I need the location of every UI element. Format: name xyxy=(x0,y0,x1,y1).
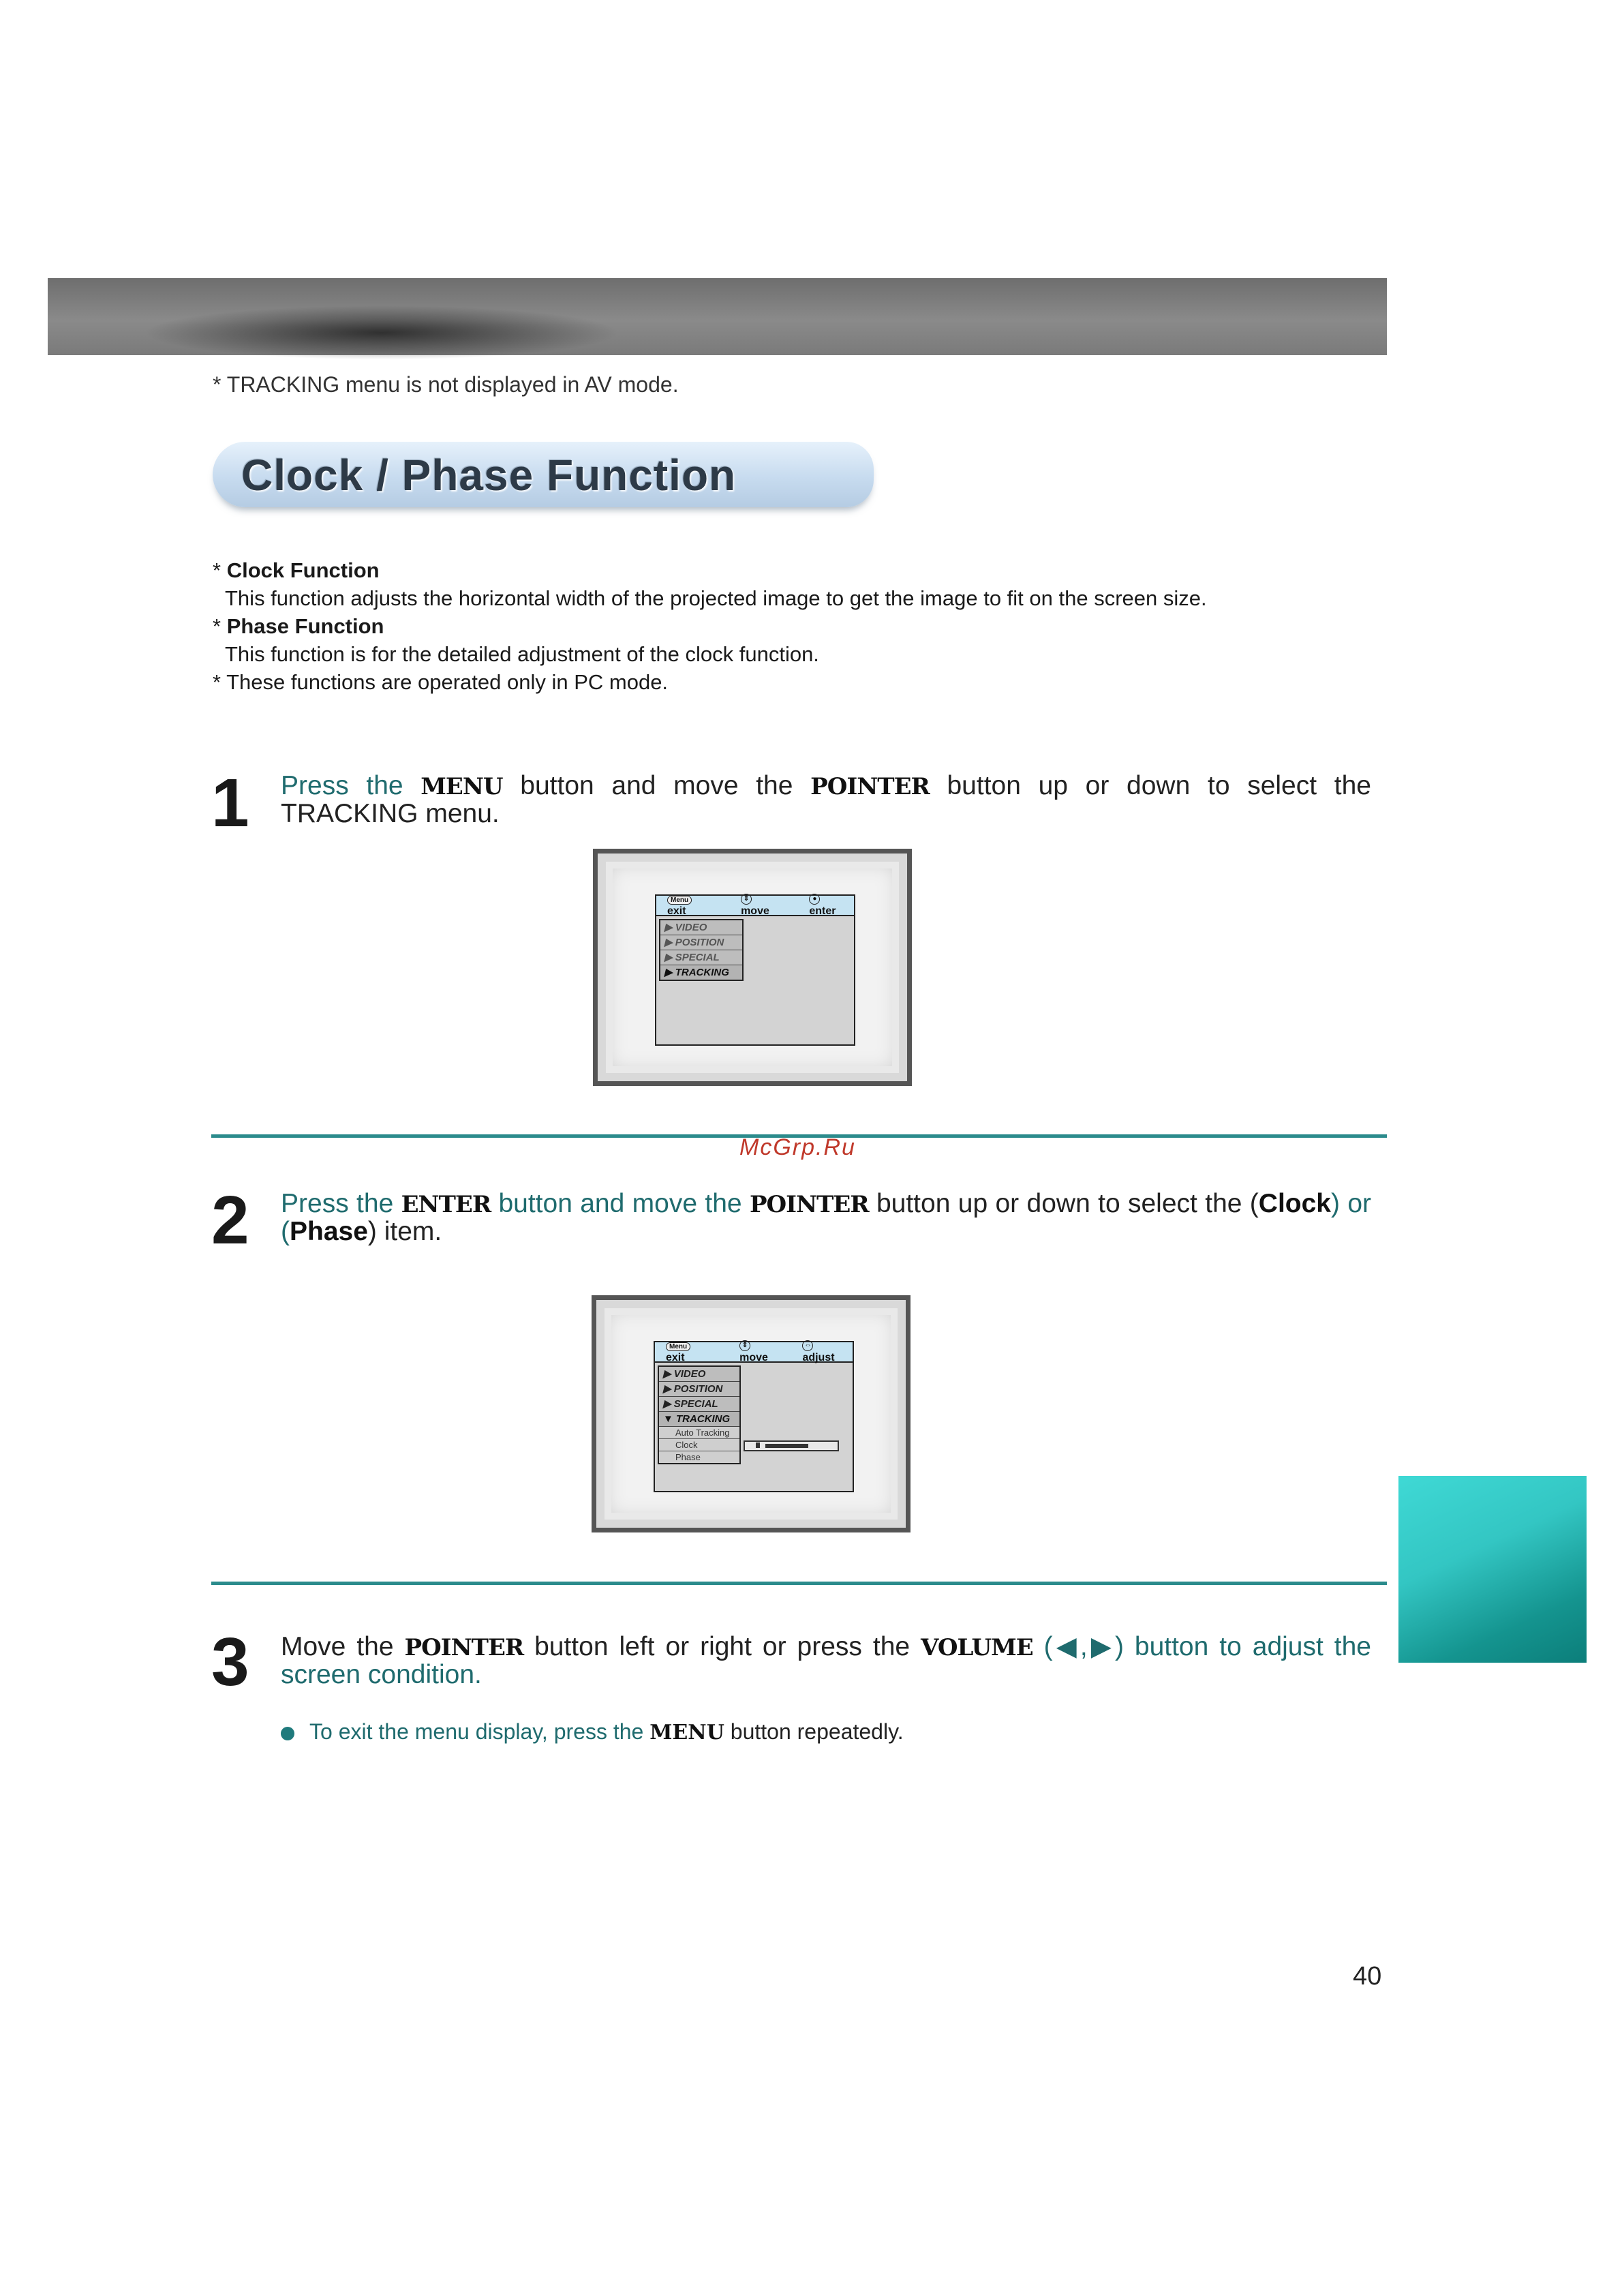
slider-knob xyxy=(756,1442,760,1448)
osd-sub-clock: Clock xyxy=(659,1439,739,1451)
osd-screen-2 xyxy=(592,1295,911,1532)
osd-help-bar-1: Menuexit ⇕move ●enter xyxy=(656,896,854,916)
step-1-text: Press the MENU button and move the POINTER button up or down to select the TRACKING menu. xyxy=(281,771,1371,828)
osd-item-special: ▶ SPECIAL xyxy=(660,950,742,965)
clock-function-text: This function adjusts the horizontal width of the projected image to get the image to fit on the screen size. xyxy=(225,586,1207,610)
osd-item-position: ▶ POSITION xyxy=(659,1382,739,1397)
section-title: Clock / Phase Function xyxy=(241,451,737,500)
slider-fill xyxy=(765,1444,808,1448)
osd-help-bar-2: Menuexit ⇕move ⇔adjust xyxy=(655,1342,853,1363)
clock-function-heading: * Clock Function xyxy=(213,558,380,582)
osd-sub-phase: Phase xyxy=(659,1451,739,1463)
osd-menu-panel-1 xyxy=(655,894,855,1046)
step-3-text: Move the POINTER button left or right or press the VOLUME (◀,▶) button to adjust the screen condition. xyxy=(281,1632,1371,1689)
step-3-number: 3 xyxy=(211,1624,249,1700)
divider-2 xyxy=(211,1582,1387,1585)
step-2-number: 2 xyxy=(211,1182,249,1258)
bullet-dot-icon xyxy=(281,1727,294,1740)
watermark: McGrp.Ru xyxy=(739,1134,856,1160)
osd-menu-list-2 xyxy=(658,1365,741,1464)
tracking-note: * TRACKING menu is not displayed in AV mode. xyxy=(213,372,679,397)
phase-function-text: This function is for the detailed adjustment of the clock function. xyxy=(225,642,819,666)
menu-key-icon: Menu xyxy=(667,896,692,905)
step-2-text: Press the ENTER button and move the POINTER button up or down to select the (Clock) or (Phase) item. xyxy=(281,1189,1372,1246)
updown-icon: ⇕ xyxy=(741,894,752,905)
osd-item-tracking: ▶ TRACKING xyxy=(660,965,742,980)
osd-item-video: ▶ VIDEO xyxy=(660,920,742,935)
osd-item-tracking-open: ▼ TRACKING xyxy=(659,1412,739,1427)
osd-sub-auto-tracking: Auto Tracking xyxy=(659,1427,739,1439)
osd-item-special: ▶ SPECIAL xyxy=(659,1397,739,1412)
menu-key-icon: Menu xyxy=(666,1342,690,1351)
pc-mode-note: * These functions are operated only in PC mode. xyxy=(213,670,669,694)
intro-block xyxy=(213,556,1371,696)
osd-screen-1 xyxy=(593,849,912,1086)
exit-menu-tip: To exit the menu display, press the MENU button repeatedly. xyxy=(281,1719,904,1744)
enter-icon: ● xyxy=(809,894,820,905)
osd-menu-list-1 xyxy=(659,919,744,981)
phase-function-heading: * Phase Function xyxy=(213,614,384,638)
page-number: 40 xyxy=(1353,1962,1382,1991)
osd-clock-slider xyxy=(744,1440,839,1451)
osd-item-position: ▶ POSITION xyxy=(660,935,742,950)
side-color-tab xyxy=(1398,1476,1587,1663)
osd-menu-panel-2 xyxy=(654,1341,854,1492)
header-band xyxy=(48,278,1387,355)
updown-icon: ⇕ xyxy=(739,1340,750,1351)
step-1-number: 1 xyxy=(211,765,249,841)
osd-item-video: ▶ VIDEO xyxy=(659,1367,739,1382)
leftright-icon: ⇔ xyxy=(802,1340,813,1351)
